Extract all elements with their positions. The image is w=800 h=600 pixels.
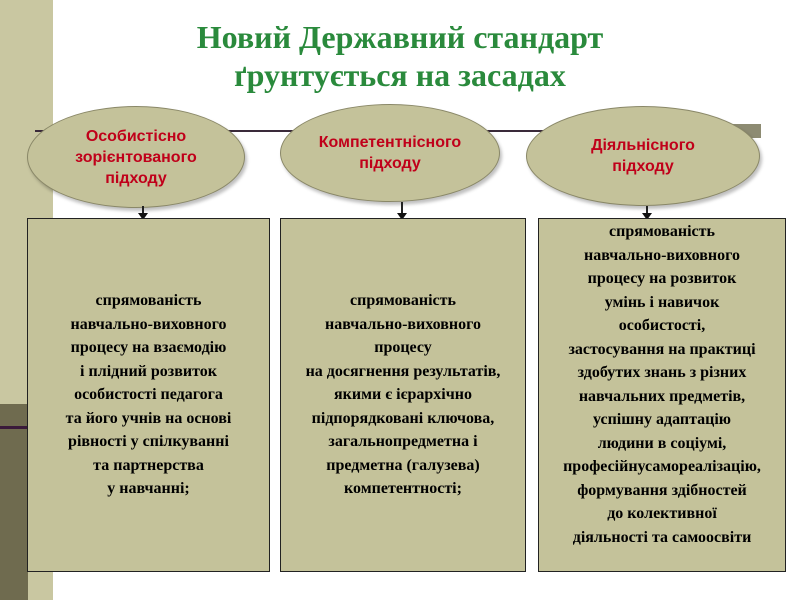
arrow-down-icon (142, 206, 144, 214)
approach-personal-label: Особистісно зорієнтованого підходу (75, 127, 197, 187)
approach-activity-description: спрямованість навчально-виховного процесу на розвиток умінь і навичок особистості, застосування на практиці здобутих знань з різних навчальних предметів, успішну адаптацію людини в соціумі, професійнусамореалізацію, формування здібностей до колективної діяльності та самоосвіти (563, 223, 761, 546)
approach-activity-label: Діяльнісного підходу (591, 137, 695, 175)
approach-activity-description-box (538, 218, 786, 572)
approach-competence-label: Компетентнісного підходу (318, 134, 462, 172)
approach-personal-description-box (27, 218, 270, 572)
decorative-line-left (0, 426, 28, 429)
arrow-down-icon (401, 202, 403, 214)
title-line-1: Новий Державний стандарт (196, 19, 604, 55)
approach-competence-description: спрямованість навчально-виховного процесу на досягнення результатів, якими є ієрархічно підпорядковані ключова, загальнопредметна і предметна (галузева) компетентності; (305, 292, 501, 498)
title-line-2: ґрунтується на засадах (234, 57, 566, 93)
approach-personal-ellipse (27, 106, 245, 208)
left-decorative-block (0, 404, 28, 600)
approach-competence-ellipse (280, 104, 500, 202)
slide-title (100, 18, 700, 94)
arrow-down-icon (646, 206, 648, 214)
approach-activity-ellipse (526, 106, 760, 206)
approach-competence-description-box (280, 218, 526, 572)
approach-personal-description: спрямованість навчально-виховного процесу на взаємодію і плідний розвиток особистості педагога та його учнів на основі рівності у спілкуванні та партнерства у навчанні; (65, 292, 232, 498)
